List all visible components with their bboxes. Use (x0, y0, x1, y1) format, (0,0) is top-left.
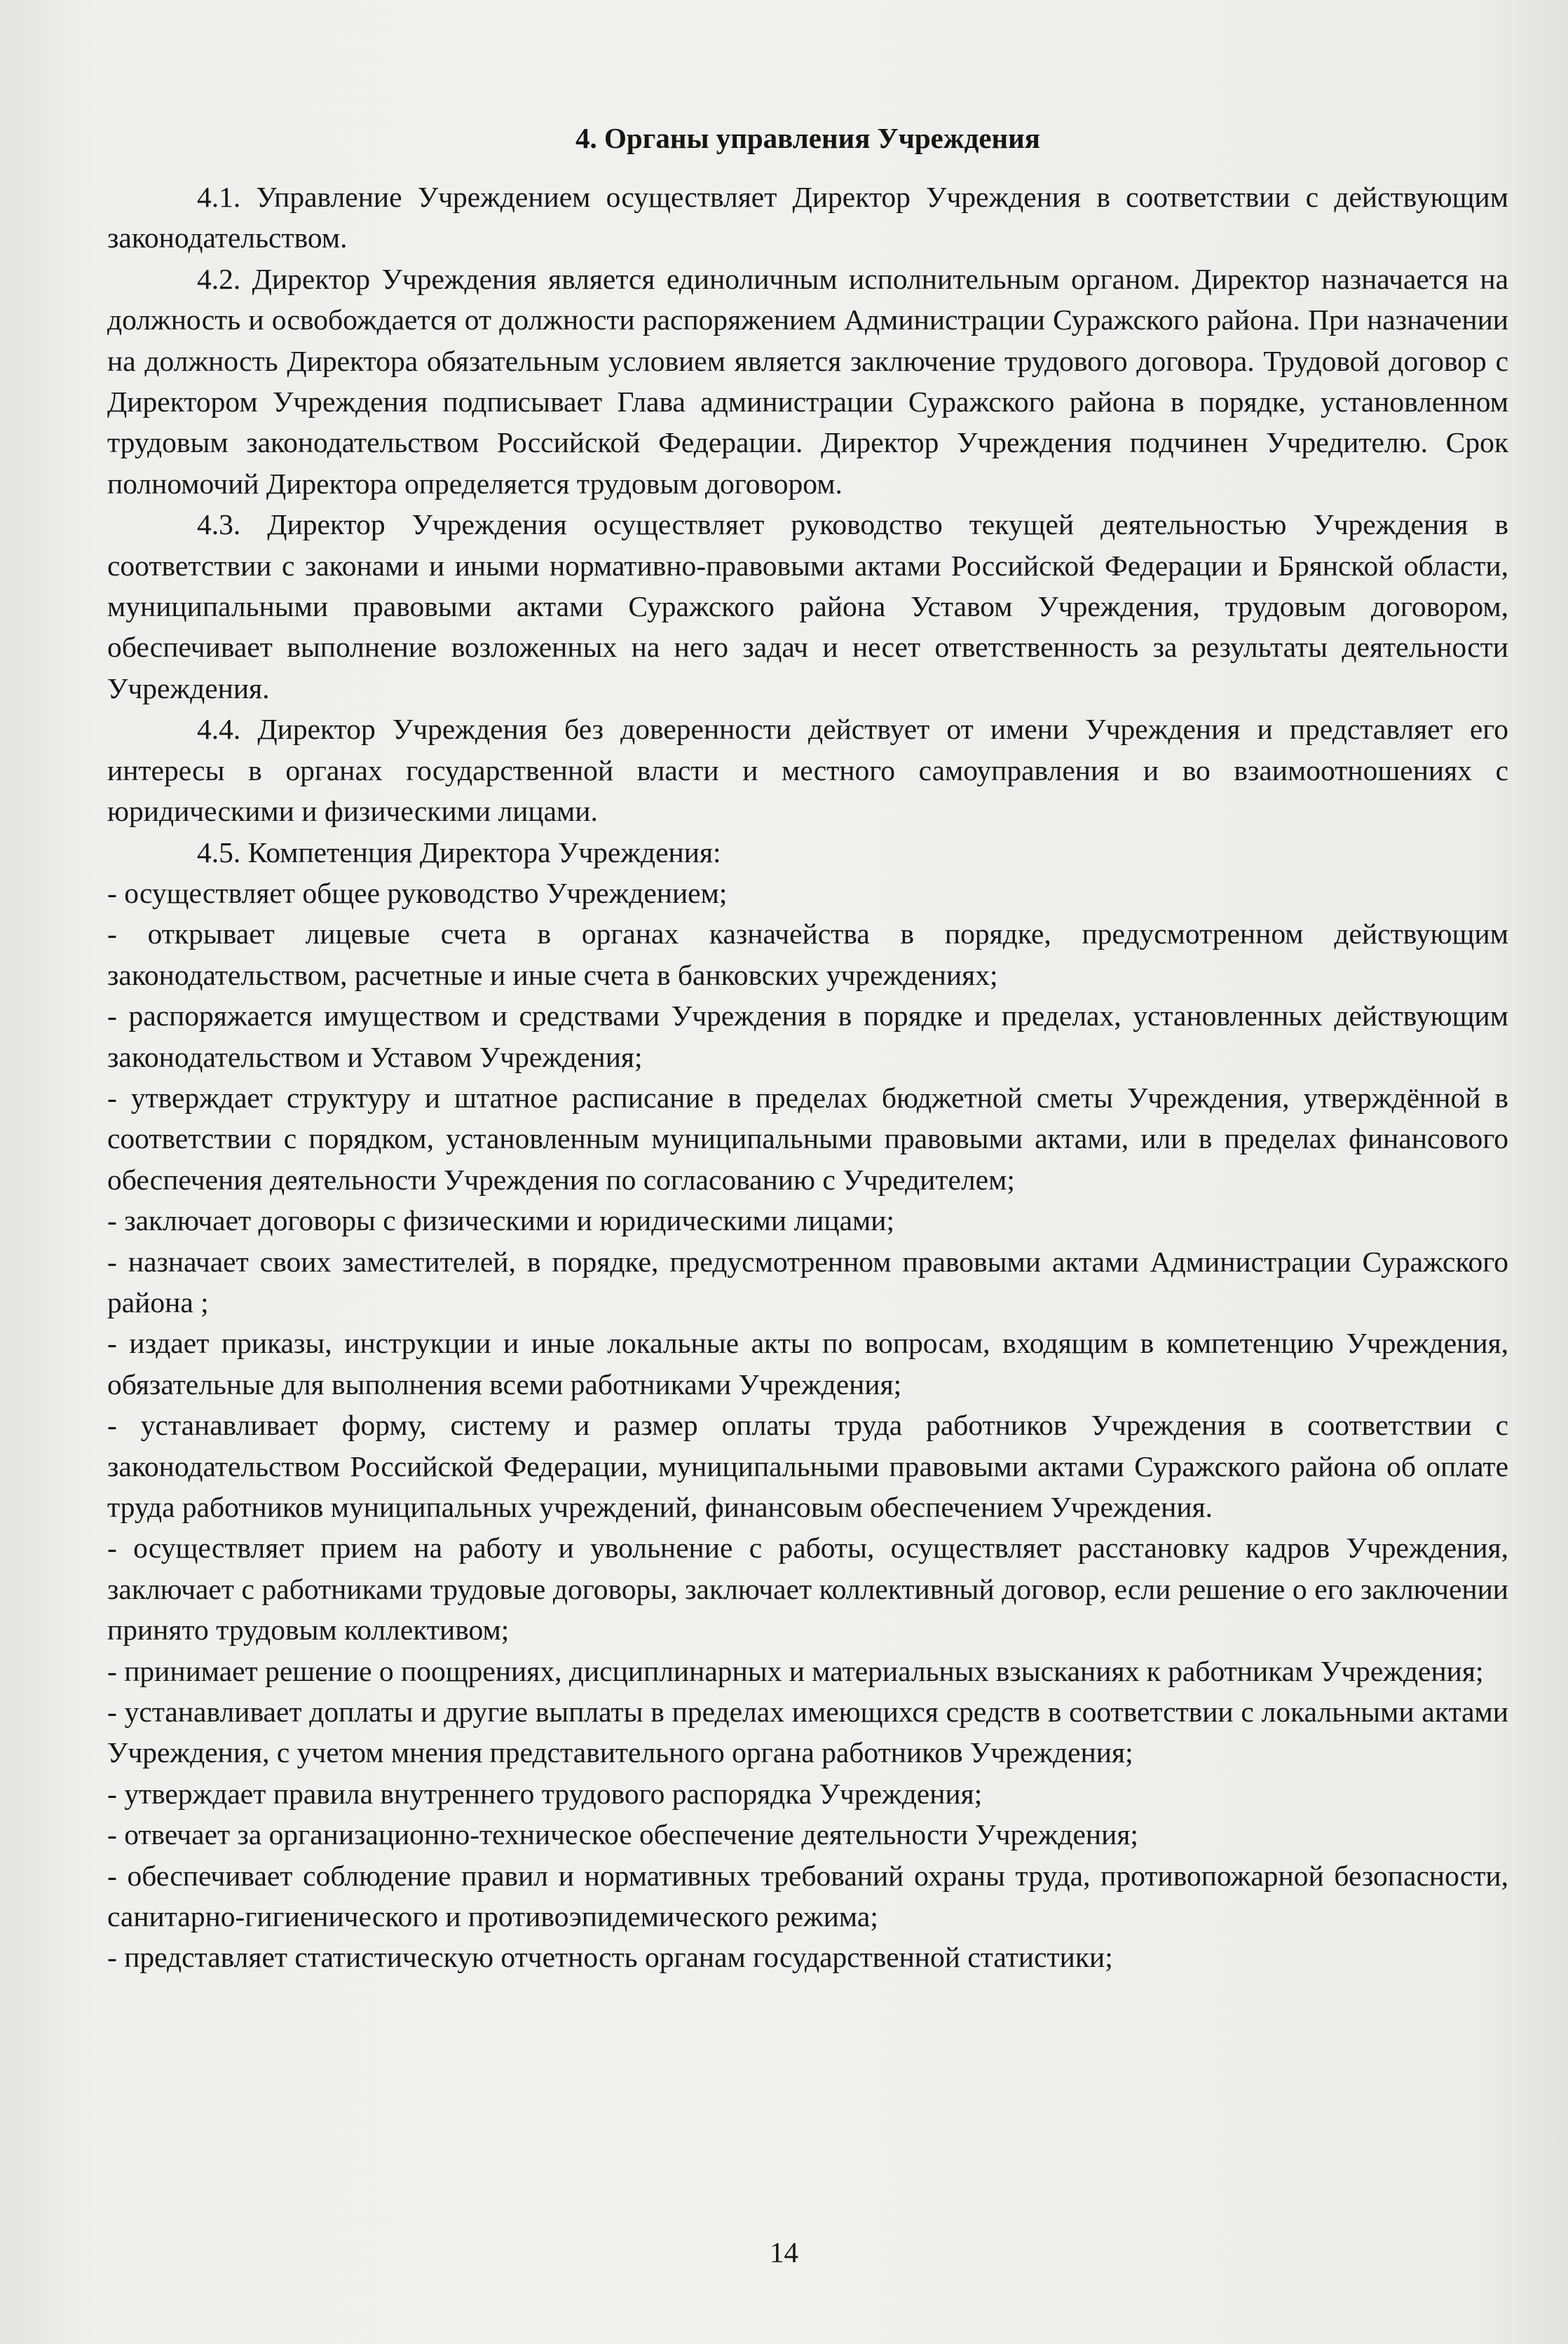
list-item: - утверждает структуру и штатное расписание в пределах бюджетной сметы Учреждения, утверждённой в соответствии с порядком, установленным муниципальными правовыми актами, или в пределах финансового обеспечения деятельности Учреждения по согласованию с Учредителем; (107, 1081, 1508, 1196)
list-item: - утверждает правила внутреннего трудового распорядка Учреждения; (107, 1777, 983, 1810)
list-item: - принимает решение о поощрениях, дисциплинарных и материальных взысканиях к работникам Учреждения; (107, 1654, 1484, 1687)
document-body (107, 118, 1508, 1978)
page-number: 14 (770, 2236, 798, 2268)
paragraph-4-2: 4.2. Директор Учреждения является единоличным исполнительным органом. Директор назначается на должность и освобождается от должности распоряжением Администрации Суражского района. При назначении на должность Директора обязательным условием является заключение трудового договора. Трудовой договор с Директором Учреждения подписывает Глава администрации Суражского района в порядке, установленном трудовым законодательством Российской Федерации. Директор Учреждения подчинен Учредителю. Срок полномочий Директора определяется трудовым договором. (107, 262, 1508, 500)
list-item: - заключает договоры с физическими и юридическими лицами; (107, 1204, 895, 1237)
paragraph-4-5: 4.5. Компетенция Директора Учреждения: (197, 836, 721, 868)
list-item: - устанавливает форму, систему и размер оплаты труда работников Учреждения в соответствии с законодательством Российской Федерации, муниципальными правовыми актами Суражского района об оплате труда работников муниципальных учреждений, финансовым обеспечением Учреждения. (107, 1409, 1508, 1523)
list-item: - открывает лицевые счета в органах казначейства в порядке, предусмотренном действующим законодательством, расчетные и иные счета в банковских учреждениях; (107, 918, 1508, 991)
list-item: - отвечает за организационно-техническое обеспечение деятельности Учреждения; (107, 1818, 1138, 1851)
list-item: - устанавливает доплаты и другие выплаты в пределах имеющихся средств в соответствии с локальными актами Учреждения, с учетом мнения представительного органа работников Учреждения; (107, 1696, 1508, 1769)
list-item: - обеспечивает соблюдение правил и нормативных требований охраны труда, противопожарной безопасности, санитарно-гигиенического и противоэпидемического режима; (107, 1859, 1508, 1933)
list-item: - издает приказы, инструкции и иные локальные акты по вопросам, входящим в компетенцию Учреждения, обязательные для выполнения всеми работниками Учреждения; (107, 1327, 1508, 1401)
list-item: - осуществляет прием на работу и увольнение с работы, осуществляет расстановку кадров Учреждения, заключает с работниками трудовые договоры, заключает коллективный договор, если решение о его заключении принято трудовым коллективом; (107, 1532, 1508, 1647)
list-item: - осуществляет общее руководство Учреждением; (107, 876, 728, 909)
section-title: 4. Органы управления Учреждения (575, 122, 1040, 154)
paragraph-4-1: 4.1. Управление Учреждением осуществляет Директор Учреждения в соответствии с действующим законодательством. (107, 181, 1508, 254)
paragraph-4-3: 4.3. Директор Учреждения осуществляет руководство текущей деятельностью Учреждения в соответствии с законами и иными нормативно-правовыми актами Российской Федерации и Брянской области, муниципальными правовыми актами Суражского района Уставом Учреждения, трудовым договором, обеспечивает выполнение возложенных на него задач и несет ответственность за результаты деятельности Учреждения. (107, 508, 1508, 704)
competence-list (107, 873, 1508, 1978)
list-item: - распоряжается имуществом и средствами Учреждения в порядке и пределах, установленных действующим законодательством и Уставом Учреждения; (107, 1000, 1508, 1073)
list-item: - представляет статистическую отчетность органам государственной статистики; (107, 1941, 1113, 1974)
list-item: - назначает своих заместителей, в порядке, предусмотренном правовыми актами Администрации Суражского района ; (107, 1245, 1508, 1318)
paragraph-4-4: 4.4. Директор Учреждения без доверенности действует от имени Учреждения и представляет его интересы в органах государственной власти и местного самоуправления и во взаимоотношениях с юридическими и физическими лицами. (107, 713, 1508, 828)
